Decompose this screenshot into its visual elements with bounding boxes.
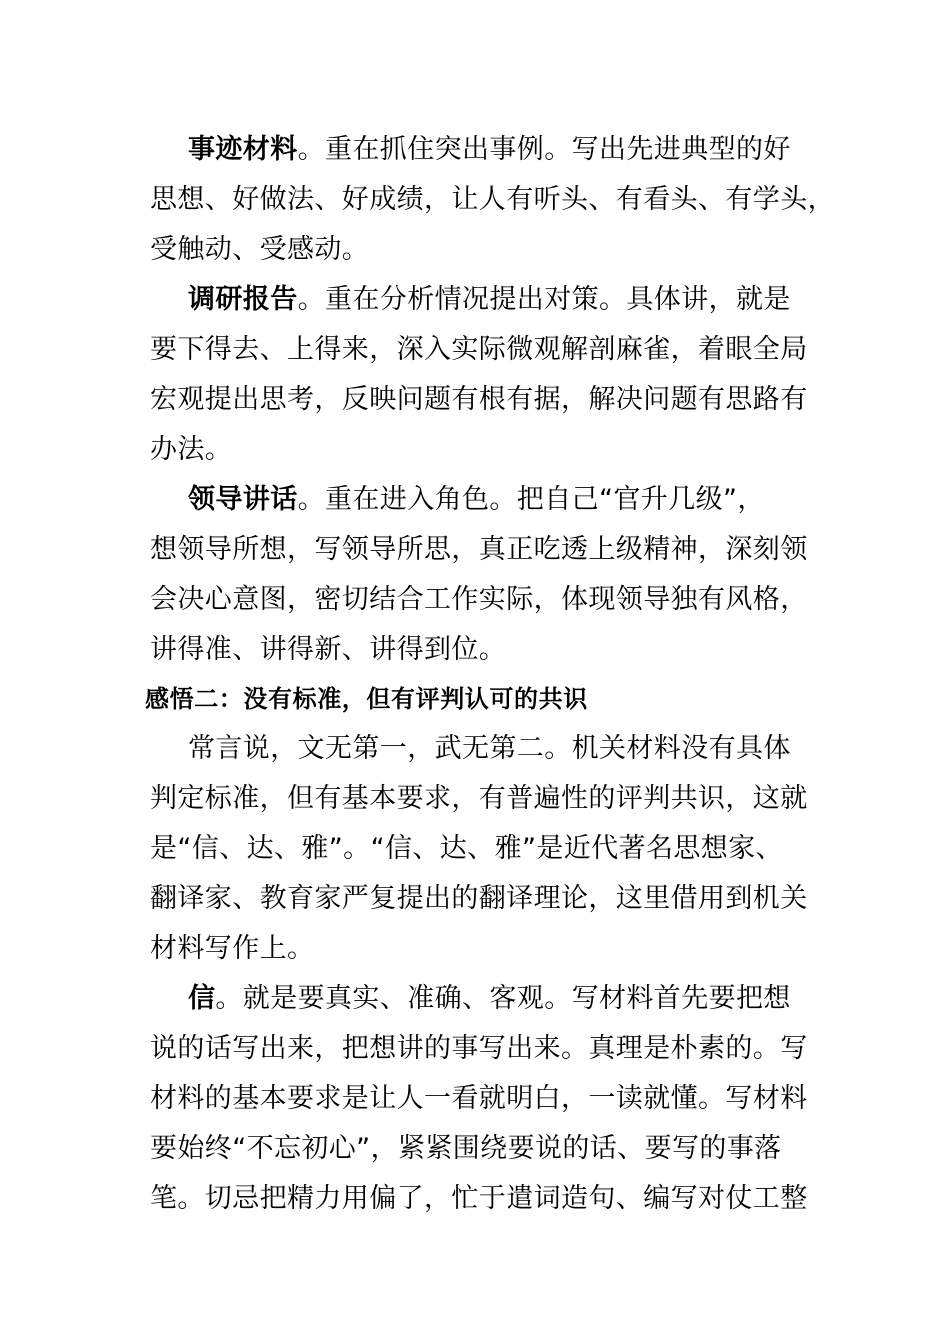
paragraph-speech-line-2: 想领导所想，写领导所思，真正吃透上级精神，深刻领 <box>150 534 808 565</box>
paragraph-text: 。重在分析情况提出对策。具体讲，就是 <box>297 284 791 315</box>
paragraph-xin-line-2: 说的话写出来，把想讲的事写出来。真理是朴素的。写 <box>150 1033 808 1064</box>
paragraph-insight2-line-2: 判定标准，但有基本要求，有普遍性的评判共识，这就 <box>150 783 808 814</box>
paragraph-xin-line-4: 要始终“不忘初心”，紧紧围绕要说的话、要写的事落 <box>150 1133 782 1164</box>
paragraph-lead-xin: 信 <box>188 983 216 1014</box>
paragraph-insight2-line-1: 常言说，文无第一，武无第二。机关材料没有具体 <box>188 733 791 764</box>
paragraph-deeds-line-2: 思想、好做法、好成绩，让人有听头、有看头、有学头， <box>150 184 835 215</box>
section-heading: 感悟二：没有标准，但有评判认可的共识 <box>145 684 588 713</box>
paragraph-text: 。重在进入角色。把自己“官升几级”， <box>297 484 765 515</box>
paragraph-lead-deeds: 事迹材料 <box>188 134 298 165</box>
paragraph-speech-line-1 <box>188 482 858 518</box>
paragraph-speech-line-4: 讲得准、讲得新、讲得到位。 <box>150 634 507 665</box>
paragraph-text: 。就是要真实、准确、客观。写材料首先要把想 <box>215 983 791 1014</box>
paragraph-insight2-line-5: 材料写作上。 <box>150 933 315 964</box>
paragraph-deeds-line-3: 受触动、受感动。 <box>150 234 370 265</box>
paragraph-deeds-line-1 <box>188 132 858 168</box>
paragraph-speech-line-3: 会决心意图，密切结合工作实际，体现领导独有风格， <box>150 584 808 615</box>
paragraph-insight2-line-4: 翻译家、教育家严复提出的翻译理论，这里借用到机关 <box>150 883 808 914</box>
paragraph-xin-line-3: 材料的基本要求是让人一看就明白，一读就懂。写材料 <box>150 1083 808 1114</box>
paragraph-lead-research: 调研报告 <box>188 284 298 315</box>
paragraph-research-line-3: 宏观提出思考，反映问题有根有据，解决问题有思路有 <box>150 384 808 415</box>
paragraph-research-line-1 <box>188 282 858 318</box>
paragraph-xin-line-1 <box>188 981 858 1017</box>
paragraph-lead-speech: 领导讲话 <box>188 484 298 515</box>
paragraph-research-line-4: 办法。 <box>150 434 233 465</box>
paragraph-xin-line-5: 笔。切忌把精力用偏了，忙于遣词造句、编写对仗工整 <box>150 1183 808 1214</box>
paragraph-text: 。重在抓住突出事例。写出先进典型的好 <box>297 134 791 165</box>
paragraph-research-line-2: 要下得去、上得来，深入实际微观解剖麻雀，着眼全局 <box>150 334 808 365</box>
paragraph-insight2-line-3: 是“信、达、雅”。“信、达、雅”是近代著名思想家、 <box>150 833 783 864</box>
